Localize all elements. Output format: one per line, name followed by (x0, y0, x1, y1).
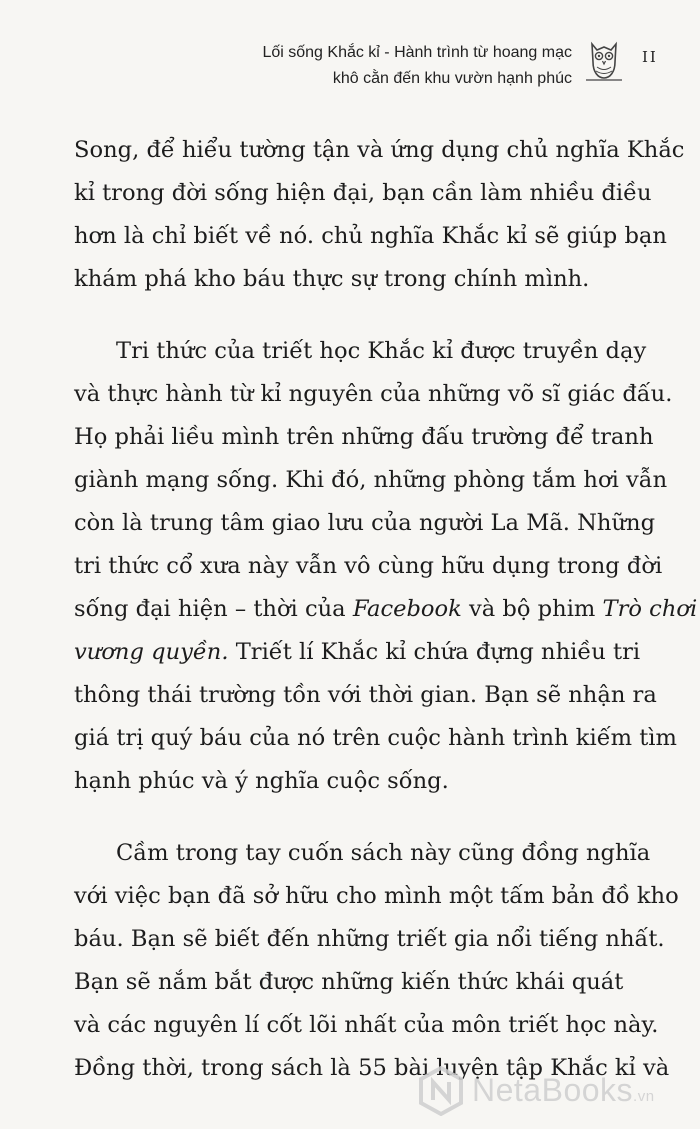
text-line: Tri thức của triết học Khắc kỉ được truyền dạy (116, 338, 647, 364)
text-line: báu. Bạn sẽ biết đến những triết gia nổi tiếng nhất. (74, 926, 665, 952)
owl-logo-icon (584, 34, 624, 86)
text-line: Đồng thời, trong sách là 55 bài luyện tập Khắc kỉ và (74, 1055, 670, 1081)
page-number: II (642, 48, 658, 66)
text-line: Họ phải liều mình trên những đấu trường để tranh (74, 424, 654, 450)
text-line: kỉ trong đời sống hiện đại, bạn cần làm nhiều điều (74, 180, 652, 206)
watermark-suffix: .vn (633, 1088, 655, 1105)
netabooks-logo-icon (418, 1066, 464, 1116)
text-line: Cầm trong tay cuốn sách này cũng đồng nghĩa (116, 840, 651, 866)
paragraph-1 (74, 129, 685, 301)
text-line (74, 631, 641, 674)
text-run: và bộ phim (461, 596, 603, 622)
text-line: còn là trung tâm giao lưu của người La Mã. Những (74, 510, 656, 536)
text-line: hạnh phúc và ý nghĩa cuộc sống. (74, 768, 449, 794)
text-run: Triết lí Khắc kỉ chứa đựng nhiều tri (228, 639, 641, 665)
text-line: và thực hành từ kỉ nguyên của những võ sĩ giác đấu. (74, 381, 673, 407)
text-line: hơn là chỉ biết về nó. chủ nghĩa Khắc kỉ sẽ giúp bạn (74, 223, 667, 249)
text-line: thông thái trường tồn với thời gian. Bạn sẽ nhận ra (74, 682, 657, 708)
text-line: giá trị quý báu của nó trên cuộc hành trình kiếm tìm (74, 725, 677, 751)
text-line: Song, để hiểu tường tận và ứng dụng chủ nghĩa Khắc (74, 137, 685, 163)
text-line: tri thức cổ xưa này vẫn vô cùng hữu dụng trong đời (74, 553, 663, 579)
text-line: Bạn sẽ nắm bắt được những kiến thức khái quát (74, 969, 624, 995)
text-line: khám phá kho báu thực sự trong chính mình. (74, 266, 590, 292)
italic-title-facebook: Facebook (352, 596, 462, 622)
text-line: với việc bạn đã sở hữu cho mình một tấm bản đồ kho (74, 883, 679, 909)
running-header (262, 40, 572, 92)
netabooks-watermark (418, 1064, 700, 1118)
header-title-line-1: Lối sống Khắc kỉ - Hành trình từ hoang mạc (262, 44, 572, 61)
italic-title-film: Trò chơi (602, 596, 698, 622)
watermark-brand: NetaBooks (472, 1072, 634, 1108)
italic-title-film-cont: vương quyền. (74, 639, 229, 665)
watermark-text (472, 1072, 655, 1109)
text-line: và các nguyên lí cốt lõi nhất của môn triết học này. (74, 1012, 659, 1038)
paragraph-3 (74, 832, 679, 1090)
text-line: giành mạng sống. Khi đó, những phòng tắm hơi vẫn (74, 467, 668, 493)
text-line (74, 588, 698, 631)
text-run: sống đại hiện – thời của (74, 596, 353, 622)
header-title-line-2: khô cằn đến khu vườn hạnh phúc (332, 70, 572, 87)
paragraph-2 (74, 330, 698, 803)
